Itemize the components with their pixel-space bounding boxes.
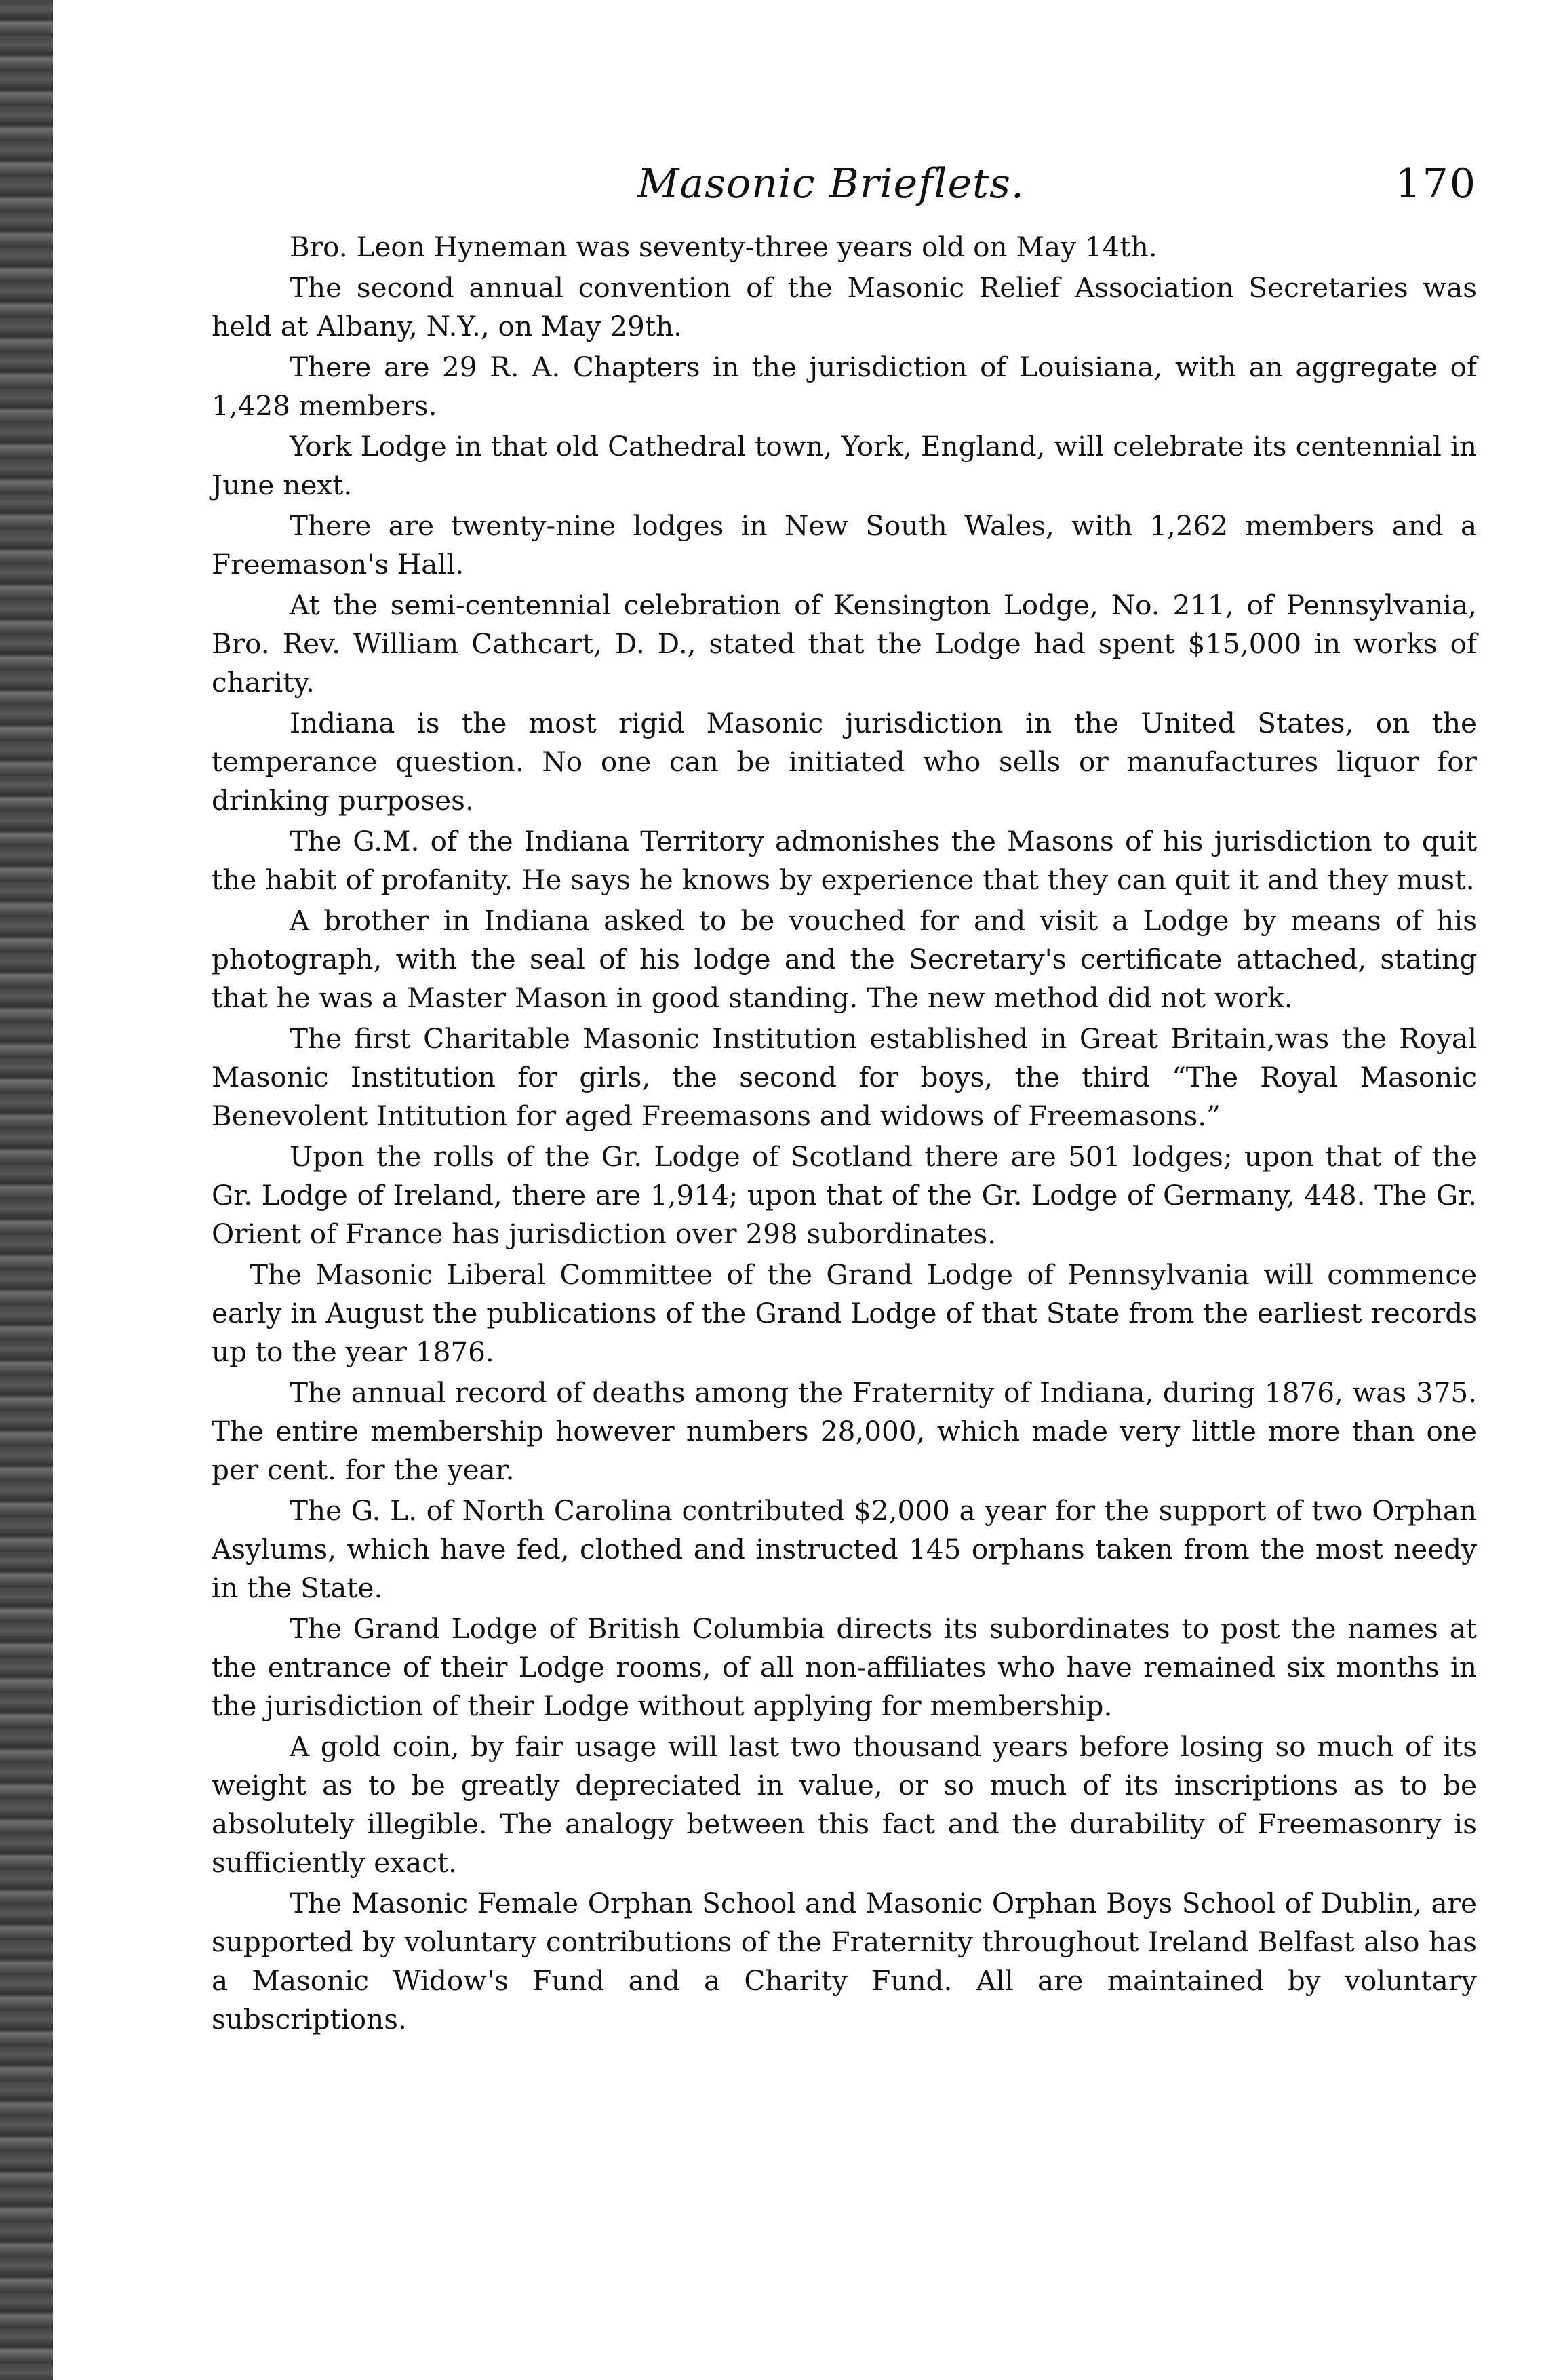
brieflet-paragraph: The G.M. of the Indiana Territory admonishes the Masons of his jurisdiction to quit the habit of profanity. He says he knows by experience that they can quit it and they must. (212, 825, 1477, 896)
brieflet-paragraph: There are twenty-nine lodges in New South Wales, with 1,262 members and a Freemason's Hall. (212, 509, 1477, 581)
brieflet-paragraph: A brother in Indiana asked to be vouched for and visit a Lodge by means of his photograph, with the seal of his lodge and the Secretary's certificate attached, stating that he was a Master Mason in good standing. The new method did not work. (212, 904, 1477, 1014)
brieflet-paragraph: The G. L. of North Carolina contributed $2,000 a year for the support of two Orphan Asylums, which have fed, clothed and instructed 145 orphans taken from the most needy in the State. (212, 1494, 1477, 1604)
brieflet-paragraph: There are 29 R. A. Chapters in the jurisdiction of Louisiana, with an aggregate of 1,428 members. (212, 351, 1477, 422)
brieflet-paragraph: The annual record of deaths among the Fraternity of Indiana, during 1876, was 375. The entire membership however numbers 28,000, which made very little more than one per cent. for the year. (212, 1376, 1477, 1486)
scanned-page-edge (0, 0, 53, 2380)
running-head: Masonic Brieflets. (637, 160, 1025, 208)
page-number: 170 (1395, 160, 1477, 208)
brieflet-paragraph: The first Charitable Masonic Institution established in Great Britain,was the Royal Masonic Institution for girls, the second for boys, the third “The Royal Masonic Benevolent Intitution for aged Freemasons and widows of Freemasons.” (212, 1022, 1477, 1132)
page-header (212, 160, 1477, 221)
brieflet-paragraph: The Masonic Liberal Committee of the Grand Lodge of Pennsylvania will commence early in August the publications of the Grand Lodge of that State from the earliest records up to the year 1876. (212, 1258, 1477, 1368)
brieflet-paragraph: The Grand Lodge of British Columbia directs its subordinates to post the names at the entrance of their Lodge rooms, of all non-affiliates who have remained six months in the jurisdiction of their Lodge without applying for membership. (212, 1612, 1477, 1722)
brieflet-paragraph: Indiana is the most rigid Masonic jurisdiction in the United States, on the temperance question. No one can be initiated who sells or manufactures liquor for drinking purposes. (212, 707, 1477, 817)
brieflet-paragraph: At the semi-centennial celebration of Kensington Lodge, No. 211, of Pennsylvania, Bro. Rev. William Cathcart, D. D., stated that the Lodge had spent $15,000 in works of charity. (212, 589, 1477, 699)
brieflet-paragraph: Bro. Leon Hyneman was seventy-three years old on May 14th. (290, 231, 1157, 263)
brieflet-paragraph: Upon the rolls of the Gr. Lodge of Scotland there are 501 lodges; upon that of the Gr. Lodge of Ireland, there are 1,914; upon that of the Gr. Lodge of Germany, 448. The Gr. Orient of France has jurisdiction over 298 subordinates. (212, 1140, 1477, 1250)
brieflet-paragraph: The second annual convention of the Masonic Relief Association Secretaries was held at Albany, N.Y., on May 29th. (212, 271, 1477, 343)
brieflet-paragraph: York Lodge in that old Cathedral town, York, England, will celebrate its centennial in June next. (212, 430, 1477, 501)
brieflets-article (212, 228, 1477, 2041)
brieflet-paragraph: The Masonic Female Orphan School and Masonic Orphan Boys School of Dublin, are supported by voluntary contributions of the Fraternity throughout Ireland Belfast also has a Masonic Widow's Fund and a Charity Fund. All are maintained by voluntary subscriptions. (212, 1887, 1477, 2035)
brieflet-paragraph: A gold coin, by fair usage will last two thousand years before losing so much of its weight as to be greatly depreciated in value, or so much of its inscriptions as to be absolutely illegible. The analogy between this fact and the durability of Freemasonry is sufficiently exact. (212, 1730, 1477, 1879)
